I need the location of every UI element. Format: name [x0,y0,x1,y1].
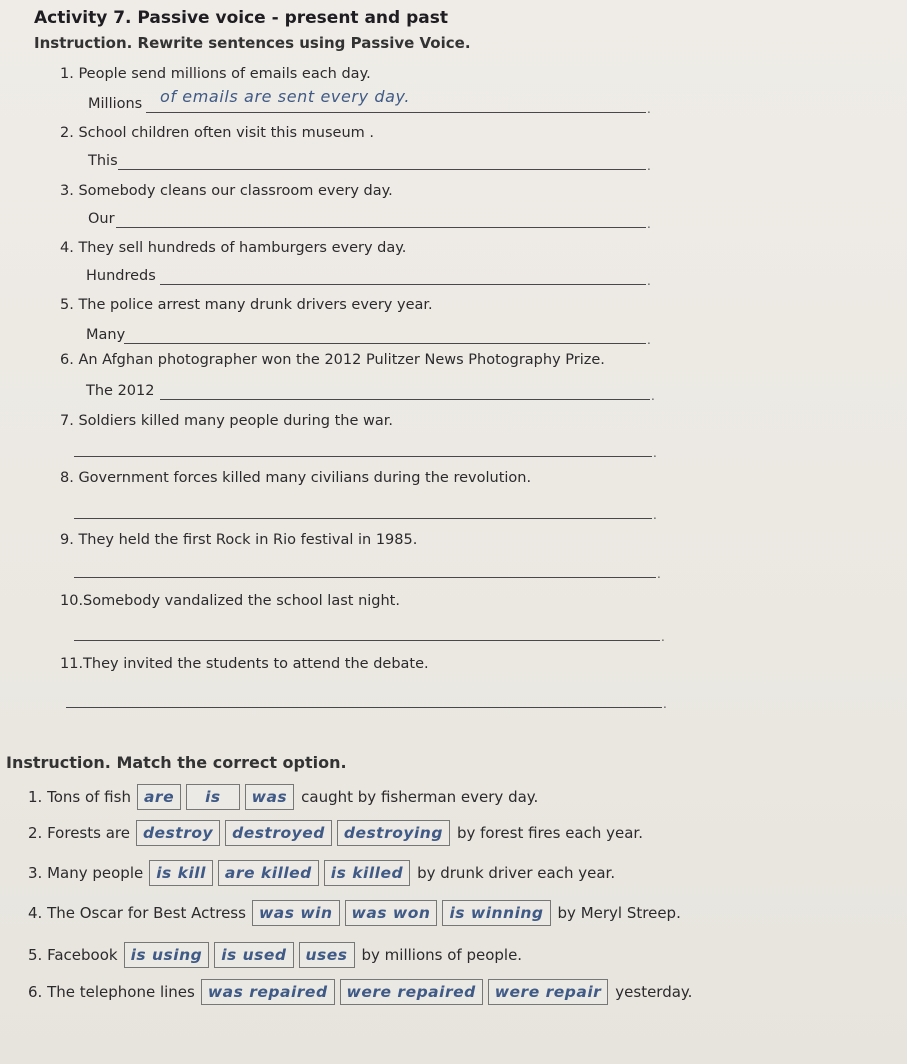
option-destroy[interactable]: destroy [136,820,220,846]
rewrite-instruction: Instruction. Rewrite sentences using Passive Voice. [34,34,471,52]
answer-line-7 [74,456,652,457]
answer-line-5 [124,343,646,344]
match-item-ending: by millions of people. [361,946,523,964]
rewrite-sentence-9: 9. They held the first Rock in Rio festival in 1985. [60,532,418,548]
rewrite-sentence-11: 11.They invited the students to attend the debate. [60,656,429,672]
option-are[interactable]: are [137,784,181,810]
option-were-repair[interactable]: were repair [488,979,609,1005]
rewrite-sentence-2: 2. School children often visit this museum . [60,125,374,141]
match-item-text: 5. Facebook [28,946,118,964]
period-10: . [661,630,665,644]
answer-line-4 [160,284,646,285]
match-item-4 [28,898,681,928]
option-is-winning[interactable]: is winning [442,900,550,926]
match-item-ending: caught by fisherman every day. [301,788,539,806]
option-is-used[interactable]: is used [214,942,293,968]
rewrite-sentence-8: 8. Government forces killed many civilians during the revolution. [60,470,532,486]
option-destroyed[interactable]: destroyed [225,820,332,846]
period-2: . [647,159,651,173]
rewrite-lead-3: Our [88,211,115,227]
match-item-1 [28,782,538,812]
option-uses[interactable]: uses [299,942,355,968]
answer-line-1 [146,112,646,113]
rewrite-sentence-3: 3. Somebody cleans our classroom every day. [60,183,393,199]
rewrite-sentence-5: 5. The police arrest many drunk drivers every year. [60,297,433,313]
answer-line-8 [74,518,652,519]
activity-title: Activity 7. Passive voice - present and past [34,8,449,28]
match-item-text: 4. The Oscar for Best Actress [28,904,246,922]
period-7: . [653,446,657,460]
option-is-killed[interactable]: is killed [324,860,410,886]
rewrite-sentence-1: 1. People send millions of emails each day. [60,66,371,82]
period-8: . [653,508,657,522]
answer-line-3 [116,227,646,228]
period-1: . [647,102,651,116]
option-was-win[interactable]: was win [252,900,340,926]
period-4: . [647,274,651,288]
match-item-ending: by forest fires each year. [456,824,643,842]
answer-line-2 [118,169,646,170]
answer-line-9 [74,577,656,578]
period-11: . [663,697,667,711]
rewrite-lead-4: Hundreds [86,268,156,284]
match-item-text: 1. Tons of fish [28,788,131,806]
match-item-2 [28,818,643,848]
rewrite-lead-1: Millions [88,96,143,112]
period-9: . [657,567,661,581]
match-item-text: 2. Forests are [28,824,130,842]
answer-line-11 [66,707,662,708]
rewrite-sentence-10: 10.Somebody vandalized the school last night. [60,593,400,609]
option-was[interactable]: was [245,784,295,810]
rewrite-lead-2: This [88,153,118,169]
rewrite-sentence-7: 7. Soldiers killed many people during the war. [60,413,393,429]
period-5: . [647,333,651,347]
match-item-text: 6. The telephone lines [28,983,195,1001]
period-3: . [647,217,651,231]
option-were-repaired[interactable]: were repaired [340,979,483,1005]
option-is-using[interactable]: is using [124,942,210,968]
match-instruction: Instruction. Match the correct option. [6,753,347,772]
option-are-killed[interactable]: are killed [218,860,319,886]
rewrite-sentence-4: 4. They sell hundreds of hamburgers every day. [60,240,407,256]
match-item-ending: by Meryl Streep. [557,904,681,922]
match-item-text: 3. Many people [28,864,144,882]
option-destroying[interactable]: destroying [337,820,450,846]
answer-line-10 [74,640,660,641]
match-item-6 [28,977,692,1007]
option-is-kill[interactable]: is kill [149,860,213,886]
period-6: . [651,389,655,403]
match-item-ending: yesterday. [615,983,693,1001]
option-is[interactable]: is [186,784,240,810]
answer-line-6 [160,399,650,400]
match-item-3 [28,858,615,888]
rewrite-sentence-6: 6. An Afghan photographer won the 2012 Pulitzer News Photography Prize. [60,352,605,368]
rewrite-lead-6: The 2012 [86,383,155,399]
option-was-won[interactable]: was won [345,900,438,926]
rewrite-lead-5: Many [86,327,126,343]
option-was-repaired[interactable]: was repaired [201,979,335,1005]
match-item-ending: by drunk driver each year. [417,864,616,882]
match-item-5 [28,940,522,970]
handwritten-answer-1: of emails are sent every day. [160,87,411,106]
